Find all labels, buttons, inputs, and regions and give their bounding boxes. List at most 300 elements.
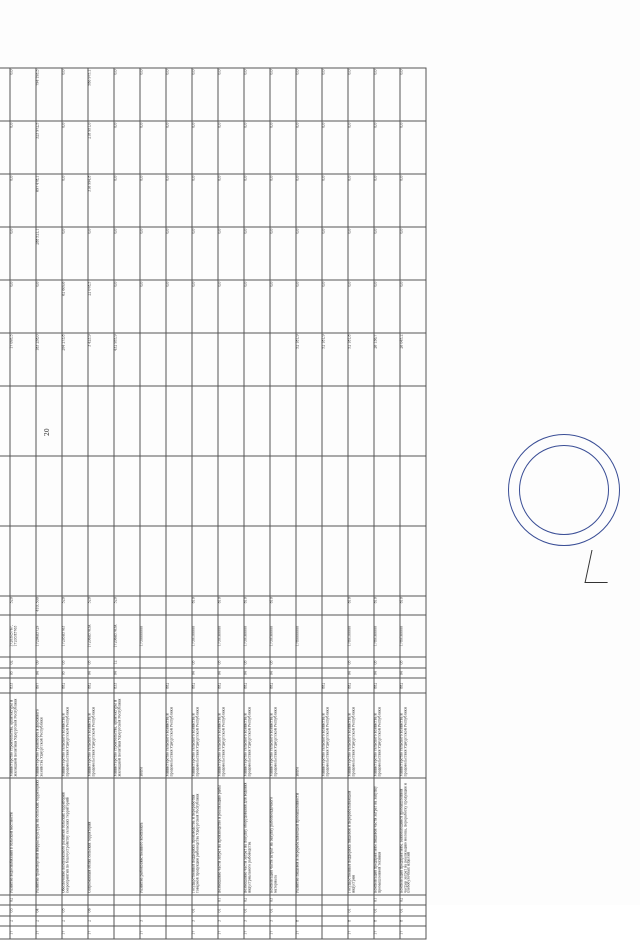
table-cell-v5: 0,0 — [322, 280, 348, 333]
table-cell-c1: 17 — [348, 926, 374, 939]
table-cell-c3: 01 — [218, 905, 244, 916]
table-cell-c3: 05 — [62, 905, 88, 916]
table-row — [296, 68, 322, 939]
table-cell-v8: 0,0 — [322, 121, 348, 174]
table-cell-v9: 0,0 — [296, 68, 322, 121]
table-cell-vr: 810 — [192, 596, 218, 615]
table-cell-name: Компенсация предприятиям, занимающимся промышленной частью затрат на реализацию молока, переработку продукции и хлебобулочных изделий — [400, 778, 426, 895]
table-body — [0, 68, 426, 939]
table-cell-r: 05 — [62, 668, 88, 679]
table-cell-c1: 17 — [218, 926, 244, 939]
table-cell-v2 — [192, 456, 218, 526]
table-cell-code: 882 — [192, 678, 218, 693]
table-cell-r: 04 — [244, 668, 270, 679]
table-cell-c3 — [296, 905, 322, 916]
table-cell-v1 — [0, 526, 10, 596]
table-cell-v1 — [348, 526, 374, 596]
table-cell-v7: 0,0 — [140, 174, 166, 227]
table-row — [192, 68, 218, 939]
table-cell-v7: 0,0 — [114, 174, 140, 227]
table-cell-v6 — [0, 227, 10, 280]
table-cell-c3: 03 — [10, 905, 36, 916]
table-cell-c3: 01 — [270, 905, 296, 916]
table-cell-name: Государственная поддержка производства и переработки товарной продукции рыбоводства Удмуртской Республики — [192, 778, 218, 895]
table-cell-v4 — [0, 333, 10, 386]
table-cell-c4 — [36, 895, 62, 906]
table-cell-v5: 22 078,5 — [88, 280, 114, 333]
table-cell-c2: 3 — [218, 916, 244, 927]
table-cell-v3 — [244, 386, 270, 456]
table-cell-v5: 0,0 — [36, 280, 62, 333]
table-cell-v2 — [374, 456, 400, 526]
table-cell-c3 — [322, 905, 348, 916]
table-cell-c1: 17 — [270, 926, 296, 939]
table-cell-csr: 1780000000 — [296, 615, 322, 657]
table-cell-v8: 0,0 — [244, 121, 270, 174]
table-cell-c2: 2 — [62, 916, 88, 927]
table-cell-p: 05 — [244, 657, 270, 668]
table-cell-name: Государственная поддержка пищевой и перерабатывающей индустрии — [348, 778, 374, 895]
table-cell-v8: 0,0 — [348, 121, 374, 174]
table-cell-v2 — [270, 456, 296, 526]
table-cell-p: 05 — [374, 657, 400, 668]
table-cell-csr: 1780160000 — [400, 615, 426, 657]
table-cell-v6: 0,0 — [62, 227, 88, 280]
table-cell-code — [140, 678, 166, 693]
table-cell-v9: 0,0 — [374, 68, 400, 121]
table-cell-c3 — [166, 905, 192, 916]
table-cell-p: 05 — [348, 657, 374, 668]
table-cell-csr — [0, 615, 10, 657]
table-cell-v7: 0,0 — [10, 174, 36, 227]
table-cell-v1 — [270, 526, 296, 596]
table-cell-v1 — [218, 526, 244, 596]
table-cell-v9: 0,0 — [270, 68, 296, 121]
table-cell-c2: 3 — [244, 916, 270, 927]
table-row — [270, 68, 296, 939]
table-cell-csr: 1780160000 — [374, 615, 400, 657]
table-cell-v4: 183 258,0 — [36, 333, 62, 386]
table-cell-name — [322, 778, 348, 895]
table-row — [400, 68, 426, 939]
table-cell-org: Министерство сельского хозяйства и продовольствия Удмуртской Республики — [166, 693, 192, 778]
table-cell-v4 — [270, 333, 296, 386]
table-row — [244, 68, 270, 939]
table-cell-v2 — [114, 456, 140, 526]
table-cell-v7: 0,0 — [244, 174, 270, 227]
table-cell-v9: 0,0 — [114, 68, 140, 121]
table-row — [0, 68, 10, 939]
signature — [584, 550, 614, 583]
table-cell-code: 882 — [244, 678, 270, 693]
table-cell-v2 — [244, 456, 270, 526]
table-cell-v7: 0,0 — [296, 174, 322, 227]
table-cell-v2 — [296, 456, 322, 526]
table-cell-v7: 0,0 — [322, 174, 348, 227]
table-cell-csr: 1730100000 — [192, 615, 218, 657]
table-cell-c4: 03 — [270, 895, 296, 906]
table-cell-csr: 17206R5763A — [114, 615, 140, 657]
table-cell-p — [166, 657, 192, 668]
table-row — [218, 68, 244, 939]
table-cell-v6: 0,0 — [192, 227, 218, 280]
table-cell-v2 — [0, 456, 10, 526]
table-cell-v5: 0,0 — [192, 280, 218, 333]
budget-table — [0, 68, 427, 940]
table-row — [140, 68, 166, 939]
table-cell-v9: 0,0 — [400, 68, 426, 121]
table-cell-c4 — [166, 895, 192, 906]
table-cell-c1: 17 — [296, 926, 322, 939]
table-cell-v9: 0,0 — [62, 68, 88, 121]
table-cell-v7: 0,0 — [166, 174, 192, 227]
table-cell-v1 — [10, 526, 36, 596]
table-cell-c1 — [114, 926, 140, 939]
table-cell-v8: 0,0 — [10, 121, 36, 174]
table-cell-r — [296, 668, 322, 679]
table-cell-org: Всего — [140, 693, 166, 778]
table-cell-v2 — [218, 456, 244, 526]
table-cell-v3 — [140, 386, 166, 456]
table-cell-c4 — [348, 895, 374, 906]
table-cell-v3 — [88, 386, 114, 456]
table-cell-v9: 0,0 — [244, 68, 270, 121]
table-cell-r — [322, 668, 348, 679]
table-cell-v4: 52 181,8 — [348, 333, 374, 386]
table-cell-v3 — [166, 386, 192, 456]
table-cell-p: 05 — [88, 657, 114, 668]
table-cell-code: 807 — [36, 678, 62, 693]
table-cell-v4 — [244, 333, 270, 386]
table-cell-v3 — [0, 386, 10, 456]
table-cell-name: Развитие транспортной инфраструктуры на сельских территориях — [36, 778, 62, 895]
table-cell-v2 — [140, 456, 166, 526]
table-cell-name — [166, 778, 192, 895]
table-cell-v8: 0,0 — [374, 121, 400, 174]
table-cell-v4: 52 181,9 — [322, 333, 348, 386]
table-cell-p: 09 — [36, 657, 62, 668]
table-cell-v4: 26 136,7 — [374, 333, 400, 386]
table-cell-csr: 1730160000 — [244, 615, 270, 657]
table-cell-v5: 0,0 — [374, 280, 400, 333]
table-cell-vr: 810 — [218, 596, 244, 615]
table-cell-v3 — [114, 386, 140, 456]
table-cell-v7: 0,0 — [374, 174, 400, 227]
table-cell-csr: 1730160000 — [270, 615, 296, 657]
table-cell-csr — [322, 615, 348, 657]
table-cell-v4 — [166, 333, 192, 386]
table-cell-c3 — [0, 905, 10, 916]
table-cell-c2: 2 — [36, 916, 62, 927]
table-cell-v8: 0,0 — [296, 121, 322, 174]
table-cell-vr: 520 — [114, 596, 140, 615]
table-cell-c3: 01 — [244, 905, 270, 916]
table-cell-vr: 410, 500 — [36, 596, 62, 615]
table-cell-v4 — [140, 333, 166, 386]
table-cell-v8: 218 951,0 — [88, 121, 114, 174]
table-cell-v9: 0,0 — [348, 68, 374, 121]
table-cell-v6: 0,0 — [140, 227, 166, 280]
table-cell-name: Развитие пищевой и перерабатывающей промышленности — [296, 778, 322, 895]
table-cell-r: 04 — [400, 668, 426, 679]
table-cell-org: Министерство сельского хозяйства и продовольствия Удмуртской Республики — [270, 693, 296, 778]
table-cell-c2: 2 — [88, 916, 114, 927]
table-cell-c3 — [140, 905, 166, 916]
table-cell-code: 833 — [10, 678, 36, 693]
table-cell-p — [322, 657, 348, 668]
table-cell-v6: 0,0 — [114, 227, 140, 280]
table-cell-v7: 0,0 — [218, 174, 244, 227]
table-cell-v5: 0,0 — [348, 280, 374, 333]
table-cell-v9: 0,0 — [218, 68, 244, 121]
table-cell-c2 — [166, 916, 192, 927]
table-cell-v3 — [322, 386, 348, 456]
table-cell-v4: 3 423,9 — [88, 333, 114, 386]
table-cell-v5: 62 609,6 — [62, 280, 88, 333]
table-row — [36, 68, 62, 939]
official-seal — [508, 434, 620, 546]
table-row — [322, 68, 348, 939]
table-cell-v8: 0,0 — [270, 121, 296, 174]
table-cell-c3: 04 — [36, 905, 62, 916]
table-cell-name: Компенсация части затрат на закупку рыбопосадочного материала — [270, 778, 296, 895]
table-cell-csr: 1780100000 — [348, 615, 374, 657]
table-cell-org: Министерство сельского хозяйства и продовольствия Удмуртской Республики — [244, 693, 270, 778]
table-row — [62, 68, 88, 939]
table-cell-c2: 8 — [348, 916, 374, 927]
table-cell-vr — [166, 596, 192, 615]
table-cell-code: 833 — [114, 678, 140, 693]
table-cell-code: 882 — [166, 678, 192, 693]
table-cell-c3: 01 — [348, 905, 374, 916]
table-cell-v9: 0,0 — [166, 68, 192, 121]
table-cell-r — [166, 668, 192, 679]
table-cell-p — [140, 657, 166, 668]
table-cell-r: 04 — [36, 668, 62, 679]
table-cell-org: Министерство строительства, архитектуры и жилищной политики Удмуртской Республики — [10, 693, 36, 778]
table-cell-c3: 01 — [400, 905, 426, 916]
table-cell-v2 — [166, 456, 192, 526]
table-cell-name — [114, 778, 140, 895]
table-cell-c3: 01 — [192, 905, 218, 916]
table-cell-v7: 0,0 — [270, 174, 296, 227]
table-row — [348, 68, 374, 939]
table-cell-c2: 3 — [192, 916, 218, 927]
table-row — [114, 68, 140, 939]
table-cell-v3 — [36, 386, 62, 456]
table-cell-v1 — [166, 526, 192, 596]
table-cell-v1 — [296, 526, 322, 596]
table-cell-v6: 0,0 — [322, 227, 348, 280]
table-cell-vr — [296, 596, 322, 615]
table-cell-code — [0, 678, 10, 693]
table-row — [166, 68, 192, 939]
table-cell-v7 — [0, 174, 10, 227]
table-cell-org: Министерство строительства, архитектуры и жилищной политики Удмуртской Республики — [114, 693, 140, 778]
table-cell-v8: 0,0 — [192, 121, 218, 174]
table-cell-vr: 520 — [62, 596, 88, 615]
table-cell-v5: 0,0 — [10, 280, 36, 333]
table-cell-v1 — [192, 526, 218, 596]
table-cell-c2: 3 — [270, 916, 296, 927]
table-cell-v3 — [270, 386, 296, 456]
table-cell-c2: 3 — [140, 916, 166, 927]
table-row — [10, 68, 36, 939]
table-cell-v8: 0,0 — [62, 121, 88, 174]
table-cell-v1 — [36, 526, 62, 596]
table-cell-org: Всего — [296, 693, 322, 778]
table-cell-c2: 8 — [400, 916, 426, 927]
table-cell-v3 — [348, 386, 374, 456]
table-cell-v1 — [244, 526, 270, 596]
table-cell-v7: 0,0 — [192, 174, 218, 227]
table-cell-v6: 0,0 — [348, 227, 374, 280]
table-cell-c4 — [88, 895, 114, 906]
table-cell-v6: 0,0 — [10, 227, 36, 280]
table-cell-v5: 0,0 — [296, 280, 322, 333]
table-cell-v2 — [10, 456, 36, 526]
table-cell-v4: 204 273,8 — [62, 333, 88, 386]
table-cell-csr: 1730160000 — [218, 615, 244, 657]
table-cell-org — [0, 693, 10, 778]
table-cell-v4: 432 955,9 — [114, 333, 140, 386]
table-cell-org: Министерство сельского хозяйства и продовольствия Удмуртской Республики — [62, 693, 88, 778]
table-cell-v1 — [322, 526, 348, 596]
table-cell-p: 05 — [400, 657, 426, 668]
table-cell-r: 04 — [374, 668, 400, 679]
table-cell-c2: 2 — [10, 916, 36, 927]
table-cell-code: 882 — [374, 678, 400, 693]
table-cell-p: 05 — [270, 657, 296, 668]
table-cell-v1 — [400, 526, 426, 596]
table-cell-vr: 810 — [348, 596, 374, 615]
table-cell-v6: 0,0 — [400, 227, 426, 280]
table-row — [88, 68, 114, 939]
table-cell-csr: 17205R5763 — [62, 615, 88, 657]
table-cell-code: 882 — [218, 678, 244, 693]
table-cell-name: Компенсация предприятиям пищевой части затрат на закупку промышленной техники — [374, 778, 400, 895]
table-cell-vr: 810 — [270, 596, 296, 615]
table-cell-v3 — [10, 386, 36, 456]
table-cell-name — [0, 778, 10, 895]
table-cell-name: Возмещение части затрат на производство и реализацию рыбы — [218, 778, 244, 895]
table-cell-vr: 520 — [88, 596, 114, 615]
table-cell-vr: 810 — [374, 596, 400, 615]
table-cell-c1: 17 — [88, 926, 114, 939]
table-cell-csr: 17203R5767, 17203Л5763 — [10, 615, 36, 657]
table-cell-org: Министерство транспорта и дорожного хозяйства Удмуртской Республики — [36, 693, 62, 778]
table-cell-v5: 0,0 — [218, 280, 244, 333]
table-cell-v5: 0,0 — [400, 280, 426, 333]
table-cell-c4 — [0, 895, 10, 906]
table-cell-code: 882 — [88, 678, 114, 693]
table-cell-c3: 06 — [88, 905, 114, 916]
table-cell-v2 — [88, 456, 114, 526]
table-cell-v6: 0,0 — [244, 227, 270, 280]
table-cell-v2 — [348, 456, 374, 526]
table-cell-p: 02 — [10, 657, 36, 668]
table-cell-v4 — [192, 333, 218, 386]
table-cell-p: 03 — [62, 657, 88, 668]
table-cell-code: 882 — [348, 678, 374, 693]
table-cell-c1: 17 — [244, 926, 270, 939]
table-cell-v9: 794 193,3 — [36, 68, 62, 121]
table-cell-v6: 288 521,1 — [36, 227, 62, 280]
table-cell-v6: 0,0 — [166, 227, 192, 280]
table-cell-c2 — [0, 916, 10, 927]
table-cell-v3 — [400, 386, 426, 456]
table-cell-r: 04 — [348, 668, 374, 679]
table-cell-v8: 0,0 — [140, 121, 166, 174]
table-cell-c4 — [114, 895, 140, 906]
table-cell-r: 05 — [10, 668, 36, 679]
table-cell-v8: 323 972,5 — [36, 121, 62, 174]
table-cell-c1 — [166, 926, 192, 939]
table-cell-v9: 0,0 — [10, 68, 36, 121]
table-cell-v4 — [218, 333, 244, 386]
table-cell-c3 — [114, 905, 140, 916]
rotated-table-wrapper — [0, 68, 477, 940]
table-cell-org: Министерство сельского хозяйства и продовольствия Удмуртской Республики — [88, 693, 114, 778]
table-cell-c1: 17 — [192, 926, 218, 939]
table-cell-p: 12 — [114, 657, 140, 668]
table-cell-v3 — [62, 386, 88, 456]
table-cell-c4: 01 — [218, 895, 244, 906]
table-cell-c4: 02 — [10, 895, 36, 906]
table-cell-c2 — [114, 916, 140, 927]
table-cell-c2: 8 — [296, 916, 322, 927]
table-cell-c4 — [296, 895, 322, 906]
table-cell-r — [0, 668, 10, 679]
table-cell-v9: 586 975,1 — [88, 68, 114, 121]
table-cell-v1 — [140, 526, 166, 596]
table-cell-c1: 17 — [400, 926, 426, 939]
table-cell-c1: 17 — [374, 926, 400, 939]
table-cell-v1 — [88, 526, 114, 596]
table-cell-v2 — [400, 456, 426, 526]
table-cell-r: 04 — [270, 668, 296, 679]
table-cell-p — [296, 657, 322, 668]
table-cell-c1 — [322, 926, 348, 939]
table-cell-c4 — [62, 895, 88, 906]
table-cell-p: 05 — [218, 657, 244, 668]
table-cell-code — [296, 678, 322, 693]
table-cell-v3 — [192, 386, 218, 456]
table-cell-p — [0, 657, 10, 668]
table-cell-r: 04 — [88, 668, 114, 679]
table-cell-v2 — [36, 456, 62, 526]
table-cell-r: 04 — [218, 668, 244, 679]
table-cell-v4: 52 181,9 — [296, 333, 322, 386]
table-cell-vr: 810 — [244, 596, 270, 615]
table-cell-v5: 0,0 — [114, 280, 140, 333]
table-cell-v8: 0,0 — [166, 121, 192, 174]
table-cell-csr: 17206R5763A — [88, 615, 114, 657]
table-cell-v8: 0,0 — [218, 121, 244, 174]
table-cell-v7: 0,0 — [62, 174, 88, 227]
table-cell-v6: 0,0 — [218, 227, 244, 280]
table-cell-c3: 01 — [374, 905, 400, 916]
table-cell-r: 04 — [114, 668, 140, 679]
table-cell-r: 04 — [192, 668, 218, 679]
table-cell-c1: 17 — [62, 926, 88, 939]
table-cell-p: 05 — [192, 657, 218, 668]
table-cell-vr: 810 — [400, 596, 426, 615]
table-cell-c2: 8 — [374, 916, 400, 927]
seal-inner-ring — [519, 445, 609, 535]
table-cell-code: 882 — [400, 678, 426, 693]
table-cell-v6: 0,0 — [270, 227, 296, 280]
